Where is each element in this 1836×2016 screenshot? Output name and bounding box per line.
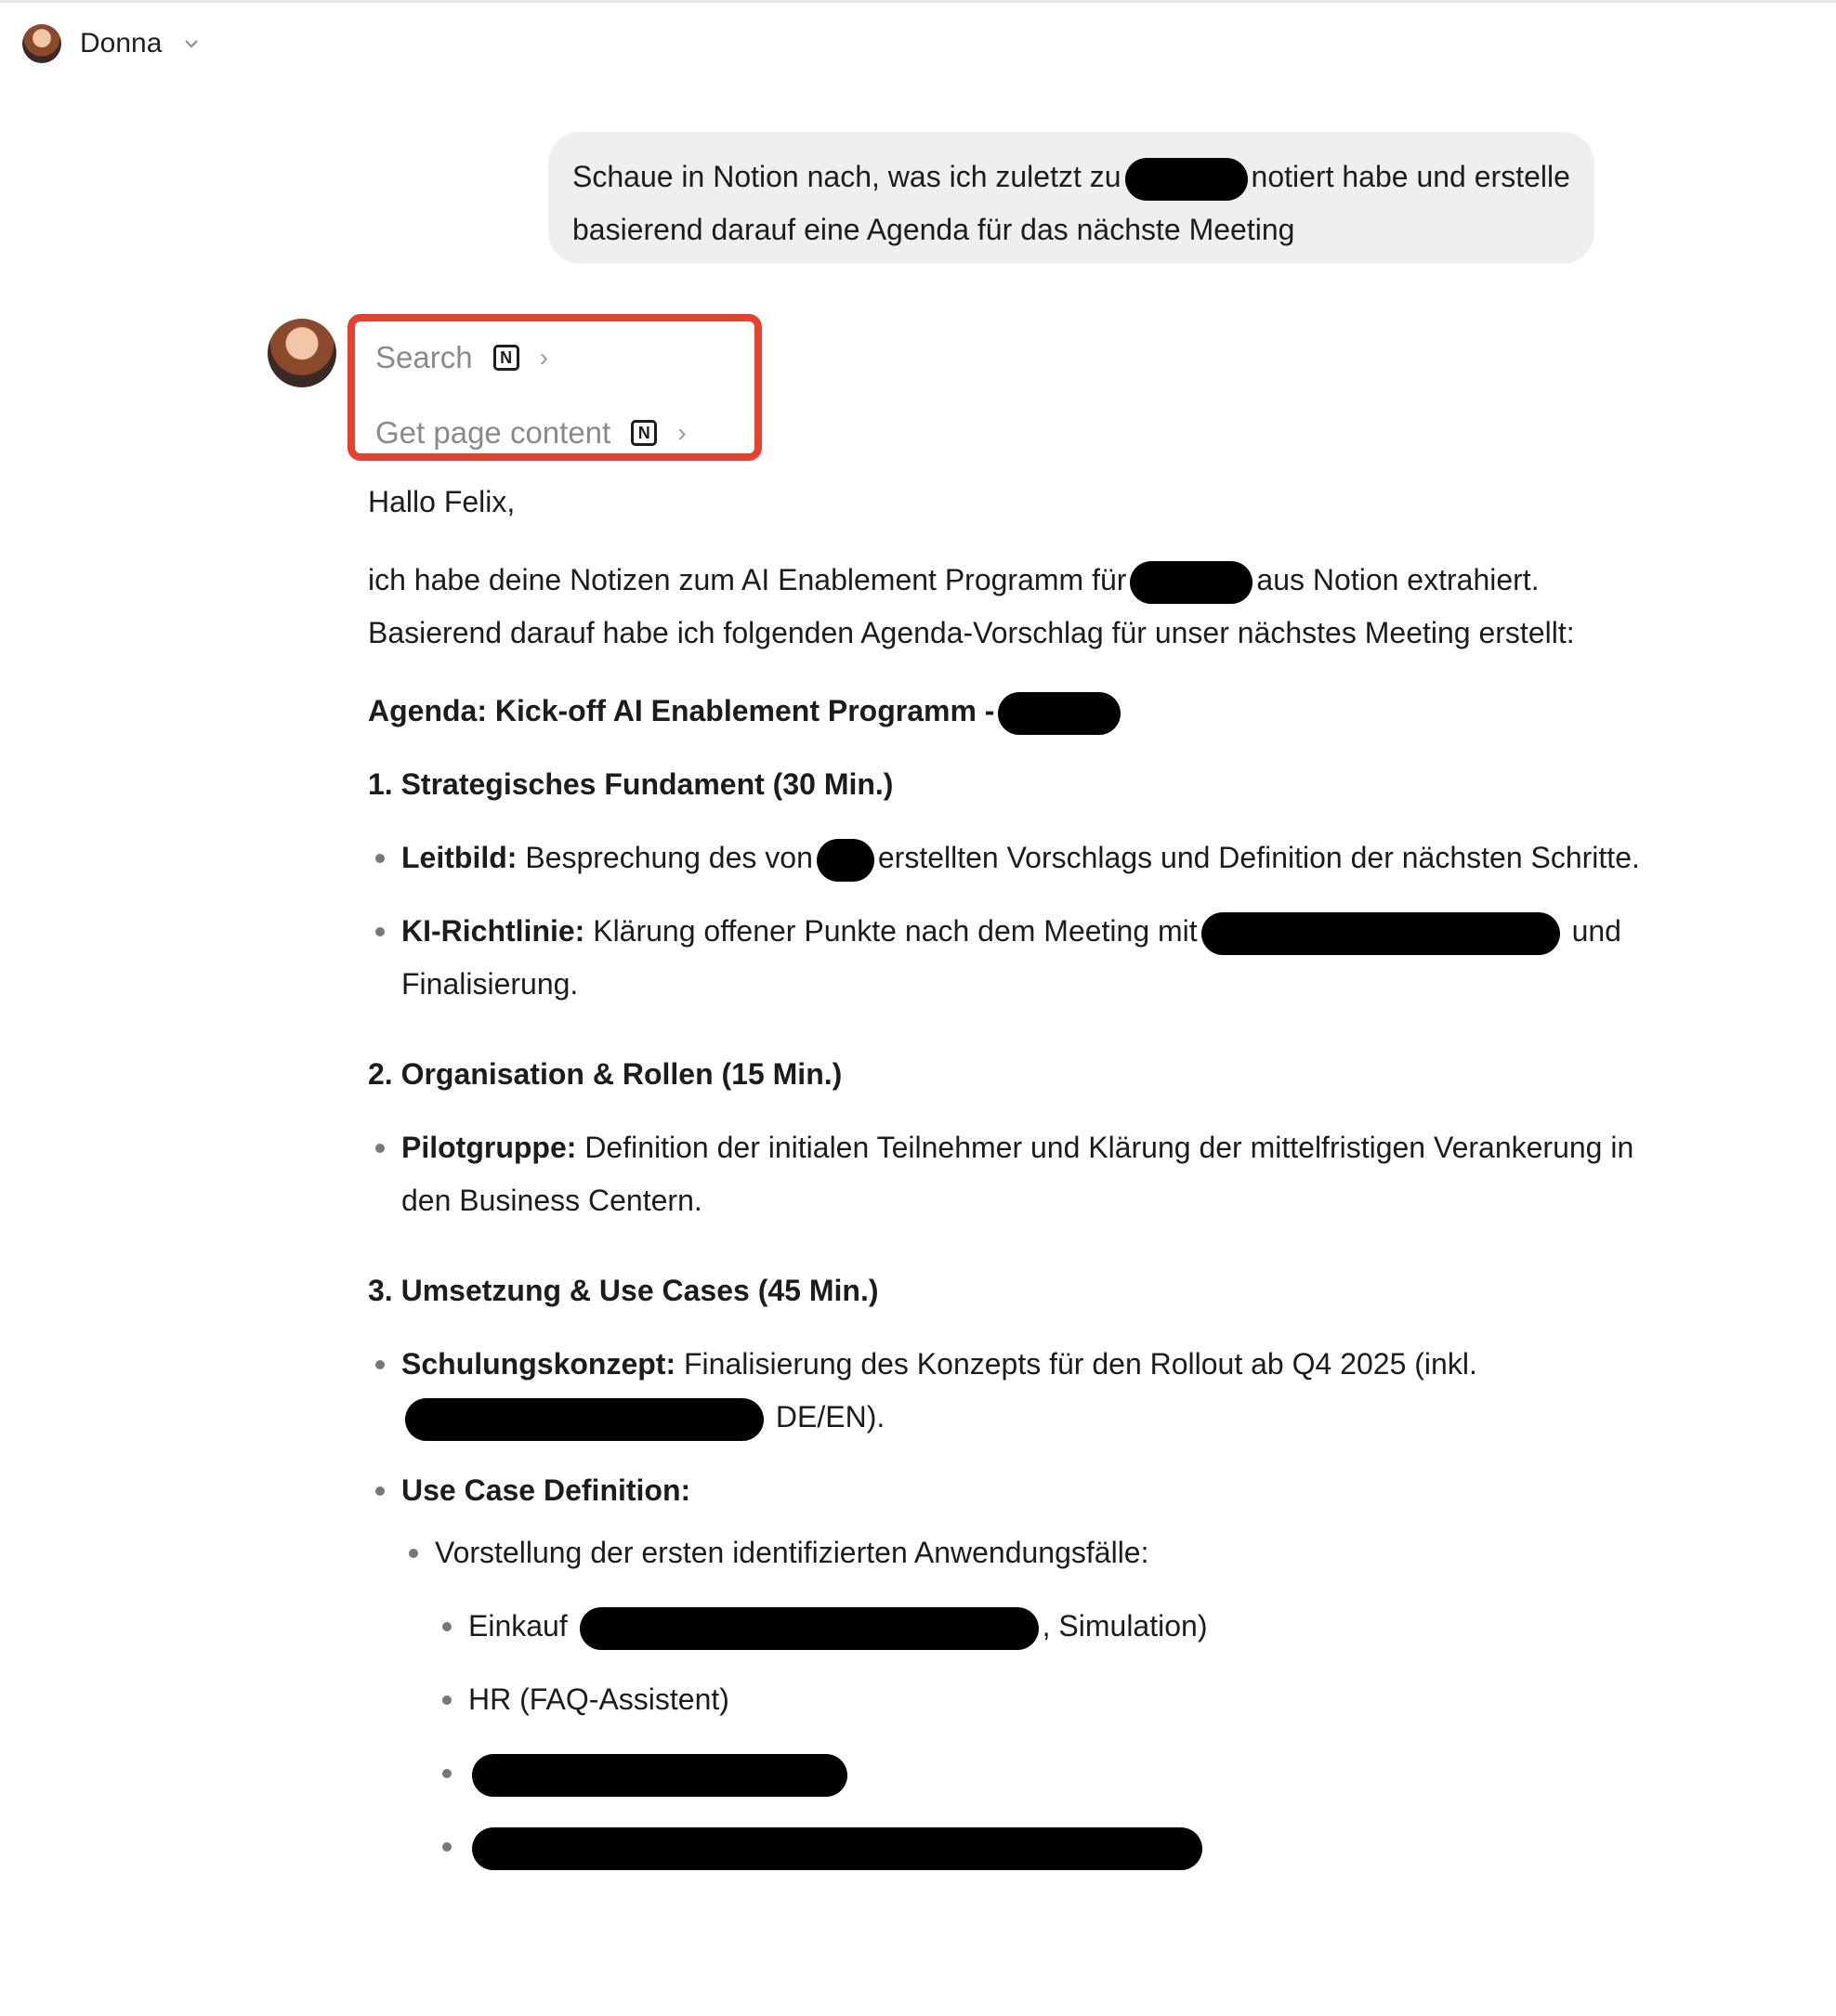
item-label: Use Case Definition: xyxy=(401,1473,691,1507)
intro-paragraph xyxy=(368,554,1641,660)
tool-calls-highlight xyxy=(348,314,762,461)
intro-text-1: ich habe deine Notizen zum AI Enablement Programm für xyxy=(368,563,1127,596)
item-text: Besprechung des von xyxy=(525,841,813,874)
item-text: erstellten Vorschlags und Definition der nächsten Schritte. xyxy=(877,841,1640,874)
tool-call-get-page-content[interactable] xyxy=(375,415,687,451)
chevron-right-icon: › xyxy=(677,418,687,447)
item-text: Klärung offener Punkte nach dem Meeting mit xyxy=(593,914,1198,948)
redaction xyxy=(1201,912,1560,955)
redaction xyxy=(472,1754,847,1797)
user-message-bubble xyxy=(548,132,1594,264)
item-text: Einkauf xyxy=(468,1609,568,1643)
user-message-text-2: notiert habe und erstelle basierend darauf eine Agenda für das nächste Meeting xyxy=(572,160,1570,246)
chevron-down-icon[interactable] xyxy=(182,34,201,53)
list-item xyxy=(435,1747,1641,1800)
item-text: DE/EN). xyxy=(775,1400,885,1433)
list-item xyxy=(368,1338,1641,1444)
user-avatar[interactable] xyxy=(22,24,61,63)
section-1-list xyxy=(368,831,1641,1011)
nested-list xyxy=(401,1526,1641,1873)
section-2-list xyxy=(368,1121,1641,1227)
tool-call-search[interactable] xyxy=(375,340,548,375)
list-item xyxy=(435,1673,1641,1726)
redaction xyxy=(1130,561,1252,604)
item-text: Vorstellung der ersten identifizierten Anwendungsfälle: xyxy=(435,1536,1149,1569)
tool-call-label: Get page content xyxy=(375,415,611,450)
header xyxy=(22,20,201,67)
redaction xyxy=(1125,158,1248,201)
section-3-list xyxy=(368,1338,1641,1873)
agenda-title-text: Agenda: Kick-off AI Enablement Programm - xyxy=(368,694,995,727)
chevron-right-icon: › xyxy=(539,343,548,372)
item-text: HR (FAQ-Assistent) xyxy=(468,1682,729,1716)
item-text: und Finalisierung. xyxy=(401,914,1621,1001)
notion-icon: N xyxy=(631,420,657,446)
notion-icon: N xyxy=(493,345,519,371)
list-item xyxy=(368,1121,1641,1227)
list-item xyxy=(435,1820,1641,1873)
item-label: KI-Richtlinie: xyxy=(401,914,585,948)
item-label: Leitbild: xyxy=(401,841,518,874)
list-item xyxy=(401,1526,1641,1873)
redaction xyxy=(580,1607,1039,1650)
user-message-text-1: Schaue in Notion nach, was ich zuletzt zu xyxy=(572,160,1121,193)
assistant-avatar xyxy=(268,319,336,387)
window-top-border xyxy=(0,0,1836,3)
item-text: Finalisierung des Konzepts für den Rollout ab Q4 2025 (inkl. xyxy=(684,1347,1477,1381)
nested-list xyxy=(435,1600,1641,1873)
item-text: , Simulation) xyxy=(1042,1609,1208,1643)
redaction xyxy=(472,1827,1202,1870)
agenda-title xyxy=(368,685,1641,738)
section-title: 2. Organisation & Rollen (15 Min.) xyxy=(368,1057,843,1091)
tool-call-label: Search xyxy=(375,340,473,374)
greeting: Hallo Felix, xyxy=(368,485,516,518)
intro-text-2: aus Notion extrahiert. Basierend darauf habe ich folgenden Agenda-Vorschlag für unser nächstes Meeting erstellt: xyxy=(368,563,1575,649)
section-title: 3. Umsetzung & Use Cases (45 Min.) xyxy=(368,1274,879,1307)
list-item xyxy=(368,905,1641,1011)
item-label: Pilotgruppe: xyxy=(401,1131,577,1164)
redaction xyxy=(817,839,874,882)
item-label: Schulungskonzept: xyxy=(401,1347,676,1381)
assistant-response xyxy=(368,476,1641,1873)
user-name[interactable]: Donna xyxy=(80,28,163,59)
section-title: 1. Strategisches Fundament (30 Min.) xyxy=(368,767,894,801)
redaction xyxy=(405,1398,764,1441)
item-text: Definition der initialen Teilnehmer und Klärung der mittelfristigen Verankerung in den Business Centern. xyxy=(401,1131,1634,1217)
list-item xyxy=(368,831,1641,884)
redaction xyxy=(998,692,1121,735)
list-item xyxy=(435,1600,1641,1653)
list-item xyxy=(368,1464,1641,1873)
